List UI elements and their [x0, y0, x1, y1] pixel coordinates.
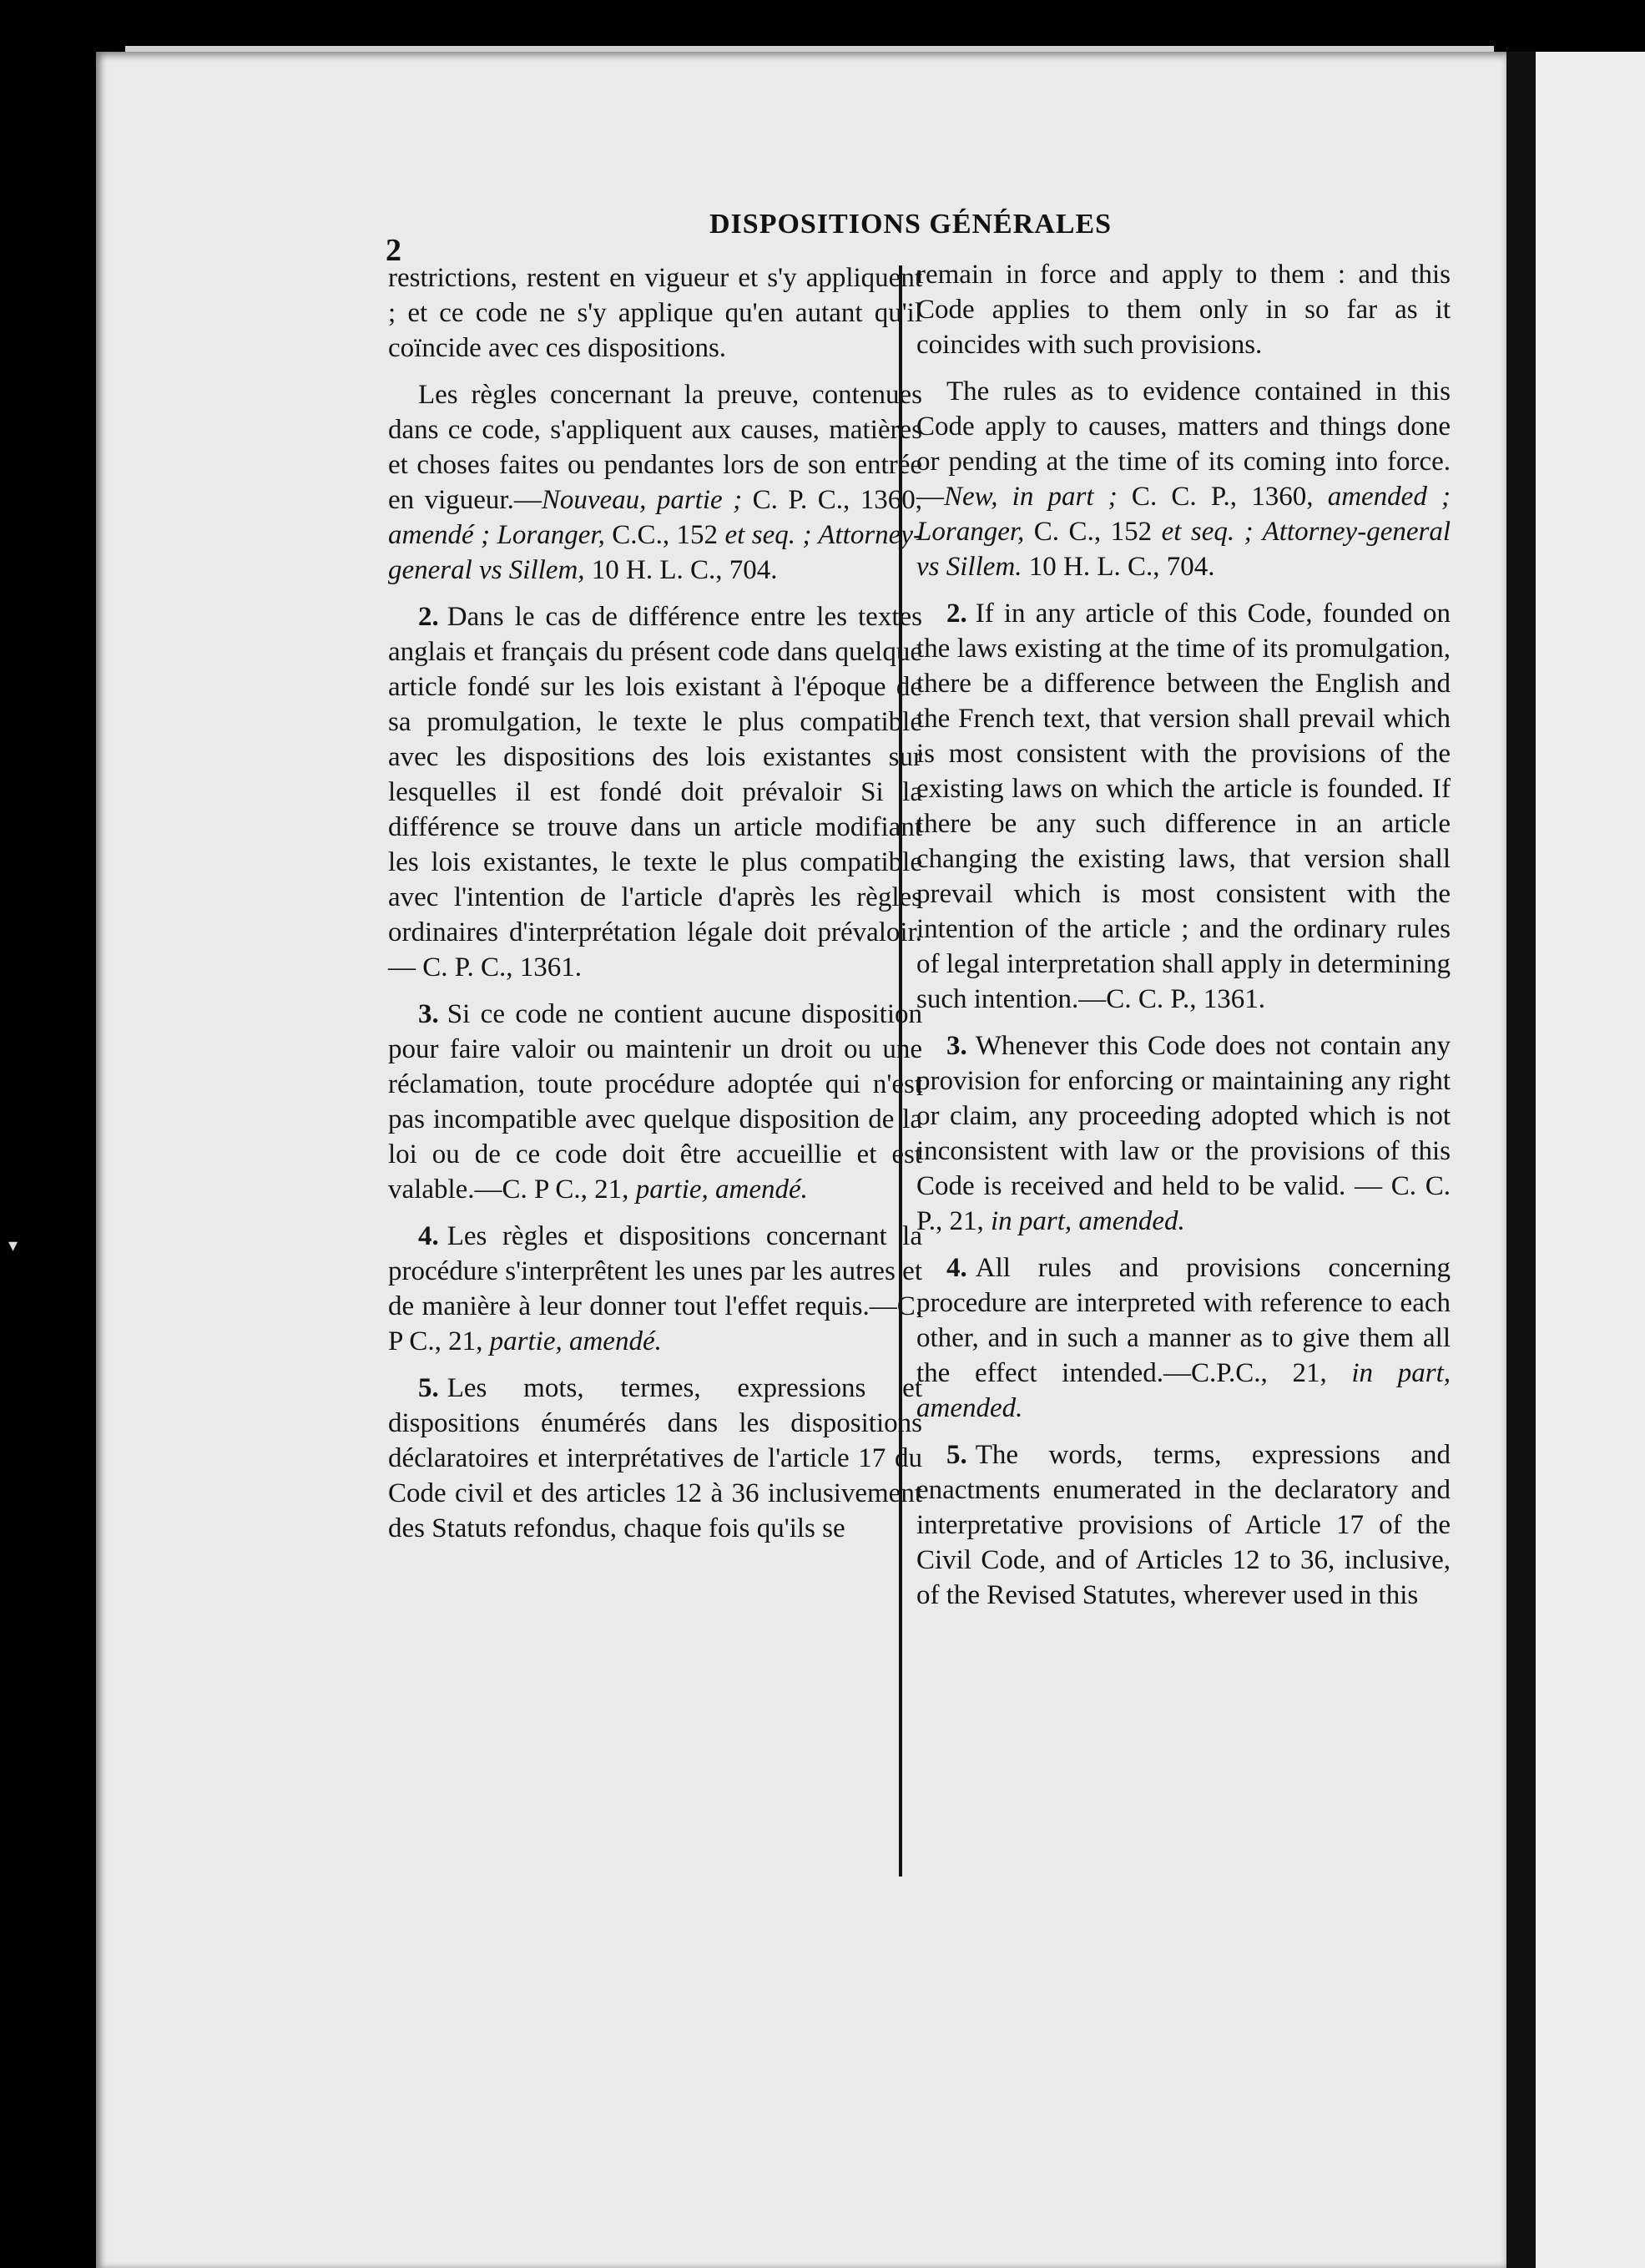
french-evidence-cite-1: Nouveau, partie ;: [541, 485, 743, 515]
french-evidence-text: Les règles concernant la preuve, contenues dans ce code, s'appliquent aux causes, matières et choses faites ou pendantes lors de son entrée en vigueur.—: [388, 380, 922, 515]
english-article-3-text: Whenever this Code does not contain any provision for enforcing or maintaining any right or claim, any proceeding adopted which is not inconsistent with law or the provisions of this Code is received and held to be valid. — C. C. P., 21,: [916, 1031, 1451, 1236]
english-evidence-ref-3: 10 H. L. C., 704.: [1022, 552, 1215, 582]
english-evidence-cite-2: amended ; Loranger,: [916, 482, 1451, 547]
english-article-3-cite: in part, amended.: [990, 1206, 1185, 1236]
article-number: 2.: [946, 599, 967, 629]
french-article-3-cite: partie, amendé.: [635, 1174, 808, 1205]
english-article-5: [916, 1437, 1451, 1613]
french-evidence-ref-3: 10 H. L. C., 704.: [584, 555, 778, 585]
english-evidence-ref-2: C. C., 152: [1024, 517, 1162, 547]
english-article-4-cite: in part, amended.: [916, 1358, 1451, 1423]
running-head: DISPOSITIONS GÉNÉRALES: [709, 209, 1113, 240]
english-article-4-text: All rules and provisions concerning procedure are interpreted with reference to each other, and in such a manner as to give them all the effect intended.—C.P.C., 21,: [916, 1253, 1451, 1388]
article-number: 3.: [946, 1031, 967, 1061]
french-article-3: [388, 997, 922, 1207]
english-evidence-cite-1: New, in part ;: [944, 482, 1118, 512]
french-article-2: [388, 599, 922, 985]
english-article-3: [916, 1028, 1451, 1239]
french-paragraph-evidence: [388, 377, 922, 588]
english-paragraph-continuation: remain in force and apply to them : and this Code applies to them only in so far as it coincides with such provisions.: [916, 260, 1451, 360]
book-spine: [1506, 52, 1536, 2268]
english-article-2-text: If in any article of this Code, founded on the laws existing at the time of its promulgation, there be a difference between the English and the French text, that version shall prevail which is most consistent with the provisions of the existing laws on which the article is founded. If there be any such difference in an article changing the existing laws, that version shall prevail which is most consistent with the intention of the article ; and the ordinary rules of legal interpretation shall apply in determining such intention.—C. C. P., 1361.: [916, 599, 1451, 1014]
article-number: 4.: [418, 1221, 439, 1251]
french-article-4-cite: partie, amendé.: [489, 1326, 662, 1356]
french-evidence-cite-2: amendé ; Loranger,: [388, 520, 605, 550]
margin-marker-icon: ▾: [8, 1235, 18, 1256]
french-column: [388, 260, 922, 1558]
article-number: 2.: [418, 602, 439, 632]
english-column: [916, 257, 1451, 1624]
english-evidence-ref-1: C. C. P., 1360,: [1117, 482, 1328, 512]
facing-page-edge: [1536, 52, 1645, 2268]
english-paragraph-evidence: [916, 374, 1451, 584]
article-number: 4.: [946, 1253, 967, 1283]
french-article-3-text: Si ce code ne contient aucune disposition pour faire valoir ou maintenir un droit ou une réclamation, toute procédure adoptée qui n'est pas incompatible avec quelque disposition de la loi ou de ce code doit être accueillie et est valable.—C. P C., 21,: [388, 999, 922, 1205]
article-number: 5.: [418, 1373, 439, 1403]
french-article-2-text: Dans le cas de différence entre les textes anglais et français du présent code dans quelque article fondé sur les lois existant à l'époque de sa promulgation, le texte le plus compatible avec les dispositions des lois existantes sur lesquelles il est fondé doit prévaloir Si la différence se trouve dans un article modifiant les lois existantes, le texte le plus compatible avec l'intention de l'article d'après les règles ordinaires d'interprétation légale doit prévaloir. — C. P. C., 1361.: [388, 602, 922, 982]
article-number: 3.: [418, 999, 439, 1029]
french-evidence-ref-2: C.C., 152: [604, 520, 725, 550]
french-article-4-text: Les règles et dispositions concernant la procédure s'interprêtent les unes par les autres et de manière à leur donner tout l'effet requis.—C. P C., 21,: [388, 1221, 922, 1356]
english-evidence-cite-3: et seq. ; Attorney-general vs Sillem.: [916, 517, 1451, 582]
english-article-5-text: The words, terms, expressions and enactments enumerated in the declaratory and interpretative provisions of Article 17 of the Civil Code, and of Articles 12 to 36, inclusive, of the Revised Statutes, wherever used in this: [916, 1440, 1451, 1610]
french-paragraph-continuation: restrictions, restent en vigueur et s'y appliquent ; et ce code ne s'y applique qu'en autant qu'il coïncide avec ces dispositions.: [388, 263, 922, 363]
french-evidence-ref-1: C. P. C., 1360,: [742, 485, 923, 515]
french-evidence-cite-3: et seq. ; Attorney-general vs Sillem,: [388, 520, 922, 585]
english-article-4: [916, 1250, 1451, 1426]
article-number: 5.: [946, 1440, 967, 1470]
french-article-5: [388, 1371, 922, 1546]
french-article-4: [388, 1219, 922, 1359]
english-evidence-text: The rules as to evidence contained in this Code apply to causes, matters and things done or pending at the time of its coming into force.—: [916, 376, 1451, 512]
french-article-5-text: Les mots, termes, expressions et dispositions énumérés dans les dispositions déclaratoires et interprétatives de l'article 17 du Code civil et des articles 12 à 36 inclusivement des Statuts refondus, chaque fois qu'ils se: [388, 1373, 922, 1543]
page-number: 2: [386, 233, 401, 268]
english-article-2: [916, 596, 1451, 1017]
